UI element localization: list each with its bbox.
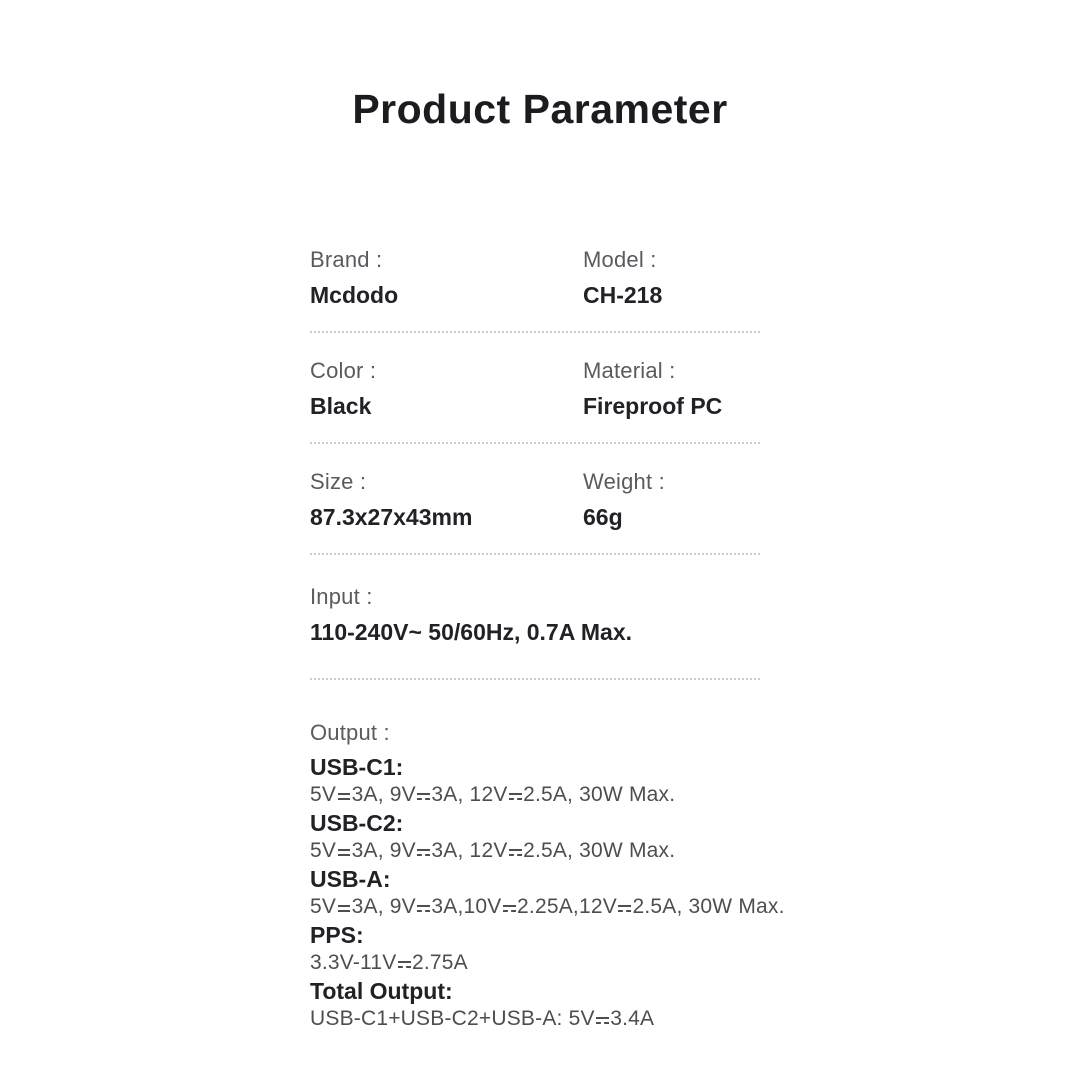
dc-symbol-icon xyxy=(618,903,631,913)
weight-value: 66g xyxy=(583,504,623,530)
spec-row-size-weight xyxy=(310,444,760,555)
spec-cell-size xyxy=(310,468,583,532)
spec-row-output xyxy=(310,680,785,1033)
size-label: Size : xyxy=(310,469,367,494)
dc-symbol-icon xyxy=(417,903,430,913)
color-value: Black xyxy=(310,393,372,419)
dc-symbol-icon xyxy=(417,791,430,801)
total-output-label: Total Output: xyxy=(310,978,453,1004)
dc-symbol-icon xyxy=(509,847,522,857)
input-value: 110-240V~ 50/60Hz, 0.7A Max. xyxy=(310,619,632,645)
page-title: Product Parameter xyxy=(352,86,728,132)
spec-table xyxy=(310,246,785,1033)
dc-symbol-icon xyxy=(398,959,411,969)
usb-c1-label: USB-C1: xyxy=(310,754,404,780)
spec-row-color-material xyxy=(310,333,760,444)
dc-symbol-icon xyxy=(338,847,351,857)
spec-cell-color xyxy=(310,357,583,421)
output-entry-usb-c1 xyxy=(310,753,760,809)
output-entry-usb-a xyxy=(310,865,785,921)
spec-cell-brand xyxy=(310,246,583,310)
color-label: Color : xyxy=(310,358,377,383)
spec-row-input xyxy=(310,555,760,680)
dc-symbol-icon xyxy=(596,1015,609,1025)
usb-c2-spec: 5V 3A, 9V 3A, 12V 2.5A, 30W Max. xyxy=(310,839,676,862)
material-value: Fireproof PC xyxy=(583,393,723,419)
output-entry-total xyxy=(310,977,760,1033)
dc-symbol-icon xyxy=(503,903,516,913)
model-label: Model : xyxy=(583,247,657,272)
dc-symbol-icon xyxy=(417,847,430,857)
pps-spec: 3.3V-11V 2.75A xyxy=(310,951,468,974)
output-entry-pps xyxy=(310,921,760,977)
brand-value: Mcdodo xyxy=(310,282,399,308)
usb-a-spec: 5V 3A, 9V 3A,10V 2.25A,12V 2.5A, 30W Max. xyxy=(310,895,785,918)
output-entry-usb-c2 xyxy=(310,809,760,865)
spec-cell-material xyxy=(583,357,760,421)
dc-symbol-icon xyxy=(509,791,522,801)
usb-c1-spec: 5V 3A, 9V 3A, 12V 2.5A, 30W Max. xyxy=(310,783,676,806)
output-label: Output : xyxy=(310,720,390,745)
material-label: Material : xyxy=(583,358,676,383)
dc-symbol-icon xyxy=(338,903,351,913)
usb-a-label: USB-A: xyxy=(310,866,391,892)
input-label: Input : xyxy=(310,584,373,609)
weight-label: Weight : xyxy=(583,469,665,494)
spec-row-brand-model xyxy=(310,246,760,333)
spec-cell-model xyxy=(583,246,760,310)
spec-cell-weight xyxy=(583,468,760,532)
pps-label: PPS: xyxy=(310,922,364,948)
total-output-spec: USB-C1+USB-C2+USB-A: 5V 3.4A xyxy=(310,1007,655,1030)
usb-c2-label: USB-C2: xyxy=(310,810,404,836)
dc-symbol-icon xyxy=(338,791,351,801)
size-value: 87.3x27x43mm xyxy=(310,504,473,530)
brand-label: Brand : xyxy=(310,247,383,272)
model-value: CH-218 xyxy=(583,282,663,308)
